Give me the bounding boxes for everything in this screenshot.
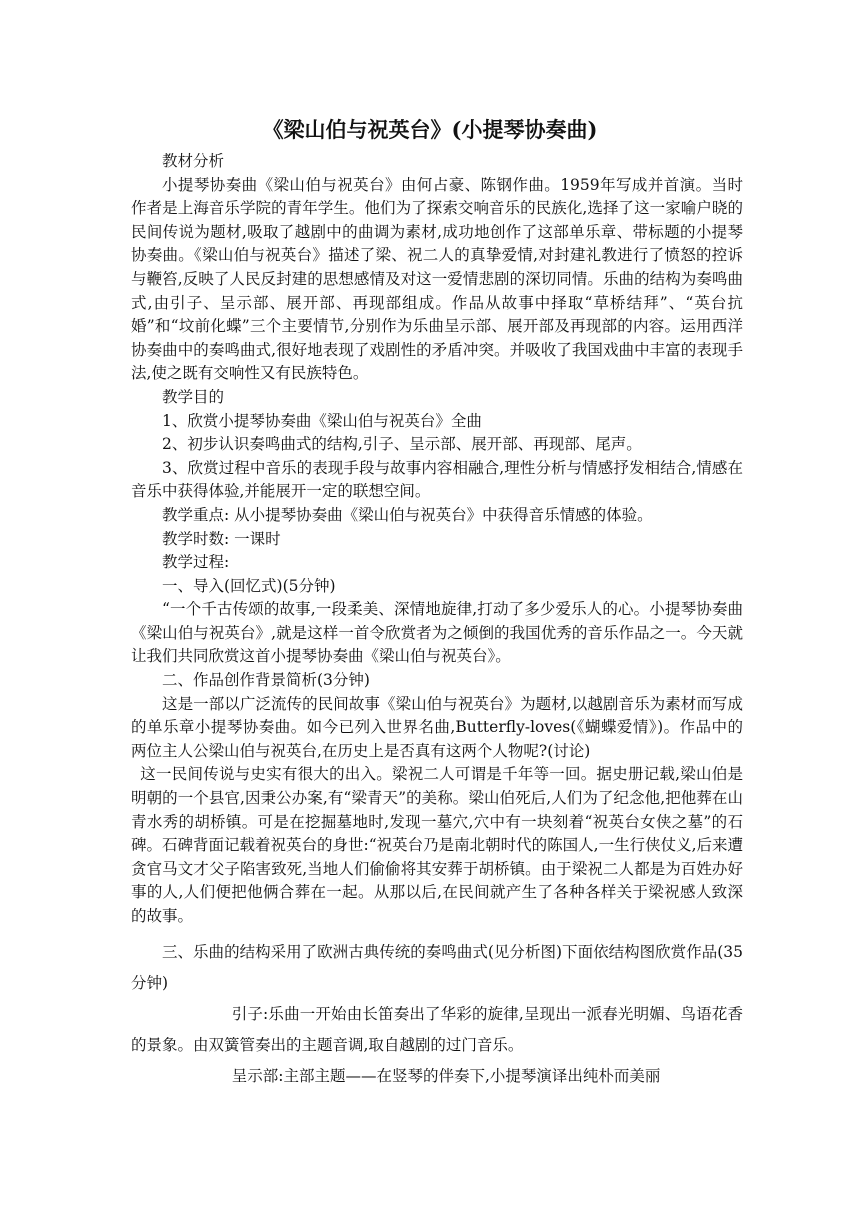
document-body: [131, 150, 743, 1092]
teaching-hours: 教学时数: 一课时: [162, 529, 281, 548]
step-2-paragraph: 这是一部以广泛流传的民间故事《梁山伯与祝英台》为题材,以越剧音乐为素材而写成的单乐章小提琴协奏曲。如今已列入世界名曲,Butterfly-loves(《蝴蝶爱情》)。作品中的两位主人公梁山伯与祝英台,在历史上是否真有这两个人物呢?(讨论): [131, 694, 743, 760]
goal-item-3: 3、欣赏过程中音乐的表现手段与故事内容相融合,理性分析与情感抒发相结合,情感在音乐中获得体验,并能展开一定的联想空间。: [131, 458, 743, 501]
exposition-paragraph: 呈示部:主部主题——在竖琴的伴奏下,小提琴演译出纯朴而美丽: [231, 1066, 661, 1085]
history-paragraph: 这一民间传说与史实有很大的出入。梁祝二人可谓是千年等一回。据史册记载,梁山伯是明朝的一个县官,因秉公办案,有“梁青天”的美称。梁山伯死后,人们为了纪念他,把他葬在山青水秀的胡桥镇。可是在挖掘墓地时,发现一墓穴,穴中有一块刻着“祝英台女侠之墓”的石碑。石碑背面记载着祝英台的身世:“祝英台乃是南北朝时代的陈国人,一生行侠仗义,后来遭贪官马文才父子陷害致死,当地人们偷偷将其安葬于胡桥镇。由于梁祝二人都是为百姓办好事的人,人们便把他俩合葬在一起。从那以后,在民间就产生了各种各样关于梁祝感人致深的故事。: [131, 765, 744, 925]
step-2-heading: 二、作品创作背景简析(3分钟): [162, 671, 370, 690]
step-1-heading: 一、导入(回忆式)(5分钟): [162, 576, 336, 595]
intro-section-paragraph: 引子:乐曲一开始由长笛奏出了华彩的旋律,呈现出一派春光明媚、鸟语花香的景象。由双簧管奏出的主题音调,取自越剧的过门音乐。: [131, 1004, 743, 1054]
section-heading-material-analysis: 教材分析: [162, 152, 225, 170]
teaching-focus: 教学重点: 从小提琴协奏曲《梁山伯与祝英台》中获得音乐情感的体验。: [162, 505, 653, 524]
document-title: 《梁山伯与祝英台》(小提琴协奏曲): [262, 117, 598, 142]
step-3-heading: 三、乐曲的结构采用了欧洲古典传统的奏鸣曲式(见分析图)下面依结构图欣赏作品(35分钟): [131, 942, 743, 992]
goal-item-2: 2、初步认识奏鸣曲式的结构,引子、呈示部、展开部、再现部、尾声。: [162, 435, 642, 454]
teaching-process-heading: 教学过程:: [162, 553, 230, 572]
section-heading-teaching-goals: 教学目的: [162, 387, 225, 406]
goal-item-1: 1、欣赏小提琴协奏曲《梁山伯与祝英台》全曲: [162, 411, 482, 430]
step-1-paragraph: “一个千古传颂的故事,一段柔美、深情地旋律,打动了多少爱乐人的心。小提琴协奏曲《梁山伯与祝英台》,就是这样一首令欣赏者为之倾倒的我国优秀的音乐作品之一。今天就让我们共同欣赏这首小提琴协奏曲《梁山伯与祝英台》。: [131, 600, 743, 666]
paragraph-material-analysis: 小提琴协奏曲《梁山伯与祝英台》由何占豪、陈钢作曲。1959年写成并首演。当时作者是上海音乐学院的青年学生。他们为了探索交响音乐的民族化,选择了这一家喻户晓的民间传说为题材,吸取了越剧中的曲调为素材,成功地创作了这部单乐章、带标题的小提琴协奏曲。《梁山伯与祝英台》描述了梁、祝二人的真挚爱情,对封建礼教进行了愤怒的控诉与鞭笞,反映了人民反封建的思想感情及对这一爱情悲剧的深切同情。乐曲的结构为奏鸣曲式,由引子、呈示部、展开部、再现部组成。作品从故事中择取“草桥结拜”、“英台抗婚”和“坟前化蝶”三个主要情节,分别作为乐曲呈示部、展开部及再现部的内容。运用西洋协奏曲中的奏鸣曲式,很好地表现了戏剧性的矛盾冲突。并吸收了我国戏曲中丰富的表现手法,使之既有交响性又有民族特色。: [131, 175, 743, 383]
